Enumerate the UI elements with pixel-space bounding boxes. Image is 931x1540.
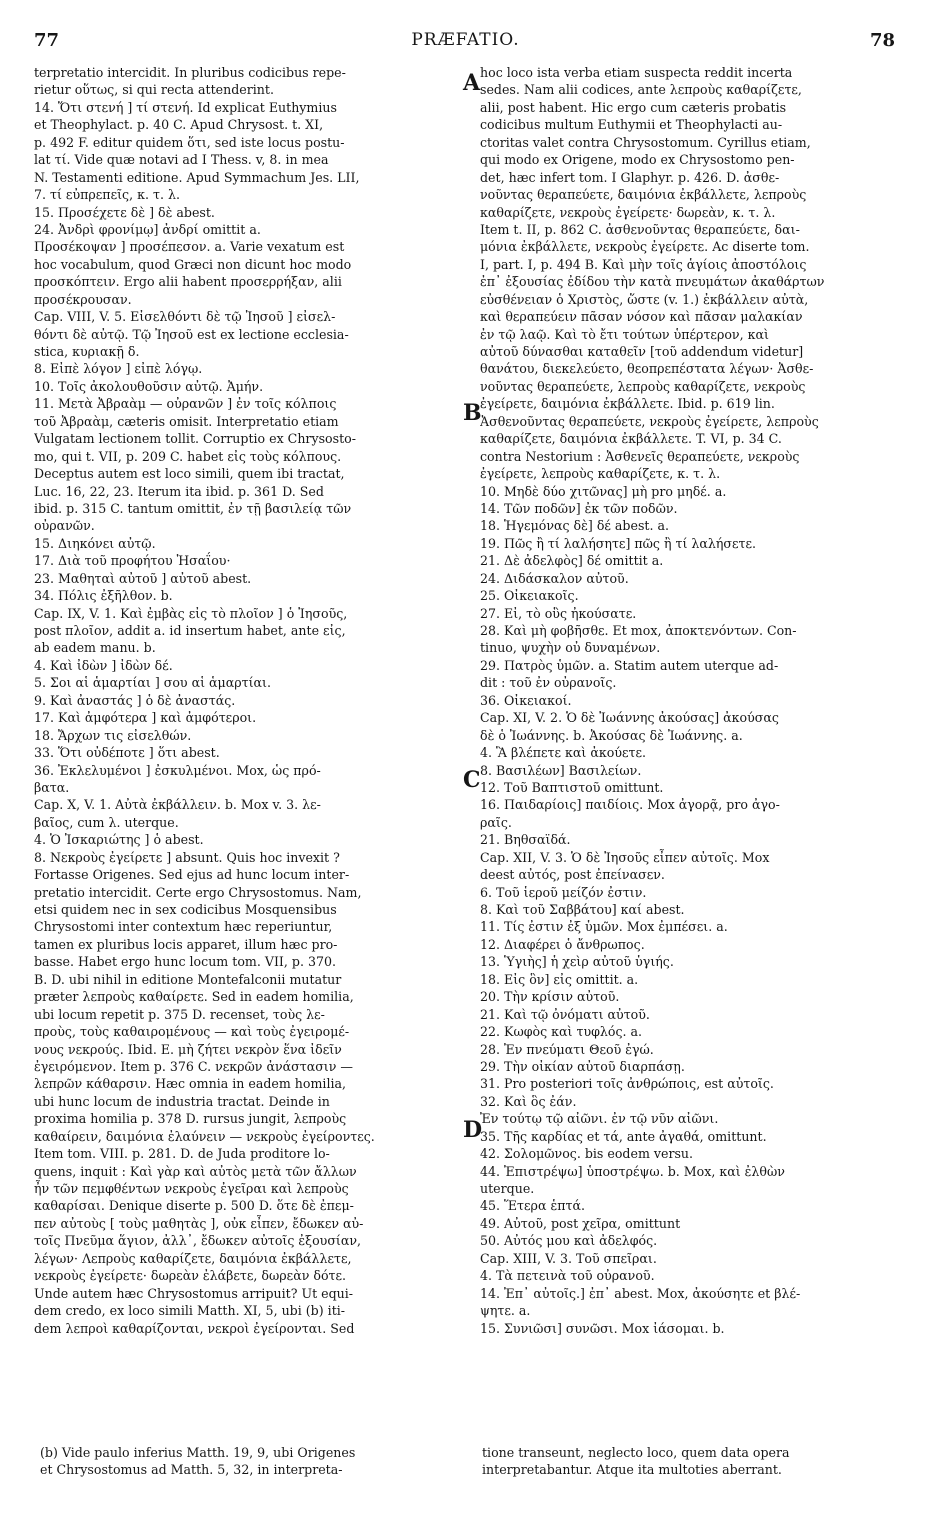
text-line: νεκροὺς ἐγείρετε· δωρεὰν ἐλάβετε, δωρεὰν δότε.	[34, 1268, 347, 1284]
text-line: 44. Ἐπιστρέψω] ὑποστρέψω. b. Mox, καὶ ἐλθὼν	[480, 1163, 785, 1179]
text-line: 33. Ὅτι οὐδέποτε ] ὅτι abest.	[34, 745, 220, 761]
text-line: 15. Διηκόνει αὐτῷ.	[34, 535, 156, 551]
text-line: 8. Καὶ τοῦ Σαββάτου] καί abest.	[480, 902, 685, 917]
text-line: 50. Αὐτός μου καὶ ἀδελφός.	[480, 1233, 658, 1249]
text-line: 32. Καὶ ὃς ἐάν.	[480, 1093, 577, 1109]
text-line: 25. Οἰκειακοῖς.	[480, 588, 579, 604]
text-line: λέγων· Λεπροὺς καθαρίζετε, δαιμόνια ἐκβάλλετε,	[34, 1250, 352, 1266]
text-line: 42. Σολομῶνος. bis eodem versu.	[480, 1146, 694, 1162]
text-line: post πλοῖον, addit a. id insertum habet, ante εἰς,	[34, 623, 346, 638]
text-line: προσκόπτειν. Ergo alii habent προσερρήξαν, alii	[34, 274, 342, 290]
page-number-left: 77	[34, 30, 60, 51]
text-line: ctoritas valet contra Chrysostomum. Cyrillus etiam,	[480, 134, 811, 150]
text-line: πεν αὐτοὺς [ τοὺς μαθητὰς ], οὐκ εἶπεν, ἔδωκεν αὐ-	[34, 1215, 364, 1231]
text-line: qui modo ex Origene, modo ex Chrysostomo pen-	[480, 152, 795, 168]
text-line: hoc loco ista verba etiam suspecta reddit incerta	[480, 65, 793, 80]
text-line: καθαρίσαι. Denique diserte p. 500 D. ὅτε δὲ ἐπεμ-	[34, 1198, 354, 1214]
left-column	[34, 64, 462, 1337]
text-line: τοῦ Ἀβραὰμ, cæteris omisit. Interpretatio etiam	[34, 413, 339, 429]
text-line: νους νεκρούς. Ibid. E. μὴ ζήτει νεκρὸν ἕνα ἰδεῖν	[34, 1041, 342, 1057]
text-line: 12. Τοῦ Βαπτιστοῦ omittunt.	[480, 779, 664, 795]
text-line: 45. Ἕτερα ἑπτά.	[480, 1198, 585, 1214]
text-line: Luc. 16, 22, 23. Iterum ita ibid. p. 361 D. Sed	[34, 483, 324, 499]
text-line: rietur οὕτως, si qui recta attenderint.	[34, 82, 274, 98]
text-line: 14. Ἐπ᾽ αὐτοῖς.] ἐπ᾽ abest. Mox, ἀκούσητε et βλέ-	[480, 1285, 801, 1301]
text-line: basse. Habet ergo hunc locum tom. VII, p. 370.	[34, 954, 337, 970]
text-line: Chrysostomi inter contextum hæc reperiuntur,	[34, 919, 333, 935]
text-line: 10. Τοῖς ἀκολουθοῦσιν αὐτῷ. Ἀμήν.	[34, 378, 264, 394]
text-line: αὐτοῦ δύνασθαι καταθεῖν [τοῦ addendum videtur]	[480, 344, 804, 359]
text-line: præter λεπροὺς καθαίρετε. Sed in eadem homilia,	[34, 989, 354, 1005]
text-line: 18. Εἰς ὃν] εἰς omittit. a.	[480, 971, 639, 987]
text-line: 15. Προσέχετε δὲ ] δὲ abest.	[34, 204, 215, 220]
text-line: 21. Καὶ τῷ ὀνόματι αὐτοῦ.	[480, 1006, 650, 1022]
text-line: 28. Καὶ μὴ φοβῆσθε. Et mox, ἀποκτενόντων. Con-	[480, 623, 797, 638]
text-line: ραῖς.	[480, 814, 512, 830]
text-line: tamen ex pluribus locis apparet, illum hæc pro-	[34, 936, 338, 952]
text-line: ἐγείρετε, λεπροὺς καθαρίζετε, κ. τ. λ.	[480, 466, 721, 482]
text-line: ἐπ᾽ ἐξουσίας ἐδίδου τὴν κατὰ πνευμάτων ἀκαθάρτων	[480, 274, 825, 290]
text-line: Cap. X, V. 1. Αὐτὰ ἐκβάλλειν. b. Mox v. 3. λε-	[34, 797, 321, 813]
text-line: 24. Διδάσκαλον αὐτοῦ.	[480, 570, 629, 586]
text-line: 21. Δὲ ἀδελφὸς] δέ omittit a.	[480, 553, 664, 569]
text-line: Cap. XI, V. 2. Ὁ δὲ Ἰωάννης ἀκούσας] ἀκούσας	[480, 710, 779, 726]
text-line: 14. Τῶν ποδῶν] ἐκ τῶν ποδῶν.	[480, 500, 678, 516]
text-line: pretatio intercidit. Certe ergo Chrysostomus. Nam,	[34, 884, 362, 900]
text-line: βαῖος, cum λ. uterque.	[34, 814, 179, 830]
margin-letter-c: C	[463, 767, 481, 793]
text-line: 49. Αὐτοῦ, post χεῖρα, omittunt	[480, 1215, 681, 1231]
text-line: I, part. I, p. 494 B. Καὶ μὴν τοῖς ἁγίοις ἀποστόλοις	[480, 256, 807, 272]
text-line: προὺς, τοὺς καθαιρομένους — καὶ τοὺς ἐγειρομέ-	[34, 1024, 350, 1040]
text-line: 22. Κωφὸς καὶ τυφλός. a.	[480, 1024, 643, 1040]
text-line: νοῦντας θεραπεύετε, δαιμόνια ἐκβάλλετε, λεπροὺς	[480, 187, 807, 203]
text-line: N. Testamenti editione. Apud Symmachum Jes. LII,	[34, 169, 360, 185]
text-line: καθαίρειν, δαιμόνια ἐλαύνειν — νεκροὺς ἐγείροντες.	[34, 1128, 375, 1144]
footnote-line: interpretabantur. Atque ita multoties aberrant.	[482, 1462, 782, 1478]
text-line: 36. Οἰκειακοί.	[480, 692, 572, 708]
text-line: 18. Ἄρχων τις εἰσελθών.	[34, 727, 192, 743]
text-line: Deceptus autem est loco simili, quem ibi tractat,	[34, 466, 345, 482]
text-line: sedes. Nam alii codices, ante λεπροὺς καθαρίζετε,	[480, 82, 802, 98]
text-line: 5. Σοι αἱ ἁμαρτίαι ] σου αἱ ἁμαρτίαι.	[34, 675, 271, 691]
page-number-right: 78	[869, 30, 895, 51]
footnote-line: et Chrysostomus ad Matth. 5, 32, in interpreta-	[40, 1462, 343, 1478]
text-line: Cap. XIII, V. 3. Τοῦ σπεῖραι.	[480, 1250, 657, 1266]
text-line: lat τί. Vide quæ notavi ad I Thess. v, 8. in mea	[34, 152, 329, 168]
text-line: καὶ θεραπεύειν πᾶσαν νόσον καὶ πᾶσαν μαλακίαν	[480, 309, 803, 325]
text-line: δὲ ὁ Ἰωάννης. b. Ἀκούσας δὲ Ἰωάννης. a.	[480, 727, 743, 743]
text-line: 8. Εἰπὲ λόγον ] εἰπὲ λόγῳ.	[34, 361, 203, 377]
text-line: 36. Ἐκλελυμένοι ] ἐσκυλμένοι. Mox, ὡς πρό-	[34, 762, 321, 778]
text-line: προσέκρουσαν.	[34, 291, 132, 307]
text-line: Cap. VIII, V. 5. Εἰσελθόντι δὲ τῷ Ἰησοῦ ] εἰσελ-	[34, 309, 336, 325]
margin-letter-b: B	[463, 400, 482, 426]
text-line: det, hæc infert tom. I Glaphyr. p. 426. D. ἀσθε-	[480, 169, 780, 185]
text-line: ἐγείρετε, δαιμόνια ἐκβάλλετε. Ibid. p. 619 lin.	[480, 396, 775, 412]
text-line: εὐσθένειαν ὁ Χριστὸς, ὥστε (v. 1.) ἐκβάλλειν αὐτὰ,	[480, 291, 809, 307]
text-line: θόντι δὲ αὐτῷ. Τῷ Ἰησοῦ est ex lectione ecclesia-	[34, 326, 349, 342]
text-line: λεπρῶν κάθαρσιν. Hæc omnia in eadem homilia,	[34, 1076, 347, 1092]
text-line: 34. Πόλις ἐξῆλθον. b.	[34, 588, 173, 604]
text-line: Item tom. VIII. p. 281. D. de Juda proditore lo-	[34, 1146, 330, 1162]
text-line: 4. Ὁ Ἰσκαριώτης ] ὁ abest.	[34, 832, 204, 848]
text-line: ibid. p. 315 C. tantum omittit, ἐν τῇ βασιλείᾳ τῶν	[34, 500, 352, 516]
text-line: alii, post habent. Hic ergo cum cæteris probatis	[480, 99, 787, 115]
text-line: ubi hunc locum de industria tractat. Deinde in	[34, 1093, 330, 1109]
text-line: 10. Μηδὲ δύο χιτῶνας] μὴ pro μηδέ. a.	[480, 483, 727, 499]
text-line: καθαρίζετε, δαιμόνια ἐκβάλλετε. T. VI, p. 34 C.	[480, 431, 782, 447]
text-line: καθαρίζετε, νεκροὺς ἐγείρετε· δωρεὰν, κ. τ. λ.	[480, 204, 776, 220]
text-line: Fortasse Origenes. Sed ejus ad hunc locum inter-	[34, 867, 350, 883]
text-line: 4. Καὶ ἰδὼν ] ἰδὼν δέ.	[34, 657, 173, 673]
text-line: 11. Τίς ἐστιν ἐξ ὑμῶν. Mox ἐμπέσει. a.	[480, 919, 728, 935]
text-line: mo, qui t. VII, p. 209 C. habet εἰς τοὺς κόλπους.	[34, 448, 342, 464]
text-line: 14. Ὅτι στενή ] τί στενή. Id explicat Euthymius	[34, 99, 337, 115]
text-line: Unde autem hæc Chrysostomus arripuit? Ut equi-	[34, 1285, 354, 1301]
text-line: Ἐν τούτῳ τῷ αἰῶνι. ἐν τῷ νῦν αἰῶνι.	[480, 1111, 719, 1127]
text-line: ἐγειρόμενον. Item p. 376 C. νεκρῶν ἀνάστασιν —	[34, 1058, 353, 1074]
text-line: 13. Ὑγιὴς] ἡ χεὶρ αὐτοῦ ὑγιής.	[480, 954, 674, 970]
text-line: ἦν τῶν πεμφθέντων νεκροὺς ἐγεῖραι καὶ λεπροὺς	[34, 1181, 349, 1196]
text-line: 23. Μαθηταὶ αὐτοῦ ] αὐτοῦ abest.	[34, 570, 252, 586]
text-line: deest αὐτός, post ἐπείνασεν.	[480, 867, 665, 883]
text-line: contra Nestorium : Ἀσθενεῖς θεραπεύετε, νεκροὺς	[480, 448, 800, 464]
text-line: codicibus multum Euthymii et Theophylacti au-	[480, 117, 783, 133]
text-line: Vulgatam lectionem tollit. Corruptio ex Chrysosto-	[34, 431, 356, 447]
text-line: proxima homilia p. 378 D. rursus jungit, λεπροὺς	[34, 1111, 347, 1127]
text-line: 28. Ἐν πνεύματι Θεοῦ ἐγώ.	[480, 1041, 654, 1057]
text-line: ab eadem manu. b.	[34, 640, 156, 656]
text-line: βατα.	[34, 779, 70, 795]
footnote-left	[40, 1443, 460, 1478]
text-line: tinuo, ψυχὴν οὐ δυναμένων.	[480, 640, 661, 656]
margin-letter-a: A	[463, 70, 481, 96]
text-line: 31. Pro posteriori τοῖς ἀνθρώποις, est αὐτοῖς.	[480, 1076, 774, 1092]
text-line: 18. Ἡγεμόνας δὲ] δέ abest. a.	[480, 518, 669, 534]
text-line: 7. τί εὐπρεπεῖς, κ. τ. λ.	[34, 187, 180, 203]
text-line: 17. Διὰ τοῦ προφήτου Ἠσαΐου·	[34, 553, 231, 569]
text-line: τοῖς Πνεῦμα ἅγιον, ἀλλ᾽, ἔδωκεν αὐτοῖς ἐξουσίαν,	[34, 1233, 362, 1249]
text-line: ubi locum repetit p. 375 D. recenset, τοὺς λε-	[34, 1006, 325, 1022]
text-line: Cap. IX, V. 1. Καὶ ἐμβὰς εἰς τὸ πλοῖον ] ὁ Ἰησοῦς,	[34, 605, 348, 621]
footnote-line: (b) Vide paulo inferius Matth. 19, 9, ubi Origenes	[40, 1445, 356, 1460]
text-line: 17. Καὶ ἀμφότερα ] καὶ ἀμφότεροι.	[34, 710, 257, 726]
text-line: 19. Πῶς ἢ τί λαλήσητε] πῶς ἢ τί λαλήσετε.	[480, 535, 757, 551]
margin-letter-d: D	[463, 1117, 483, 1143]
text-line: 29. Τὴν οἰκίαν αὐτοῦ διαρπάσῃ.	[480, 1058, 685, 1074]
text-line: uterque.	[480, 1181, 535, 1196]
footnote-right	[482, 1443, 898, 1478]
text-line: 27. Εἰ, τὸ οὓς ἠκούσατε.	[480, 605, 637, 621]
text-line: ἐν τῷ λαῷ. Καὶ τὸ ἔτι τούτων ὑπέρτερον, καὶ	[480, 326, 769, 342]
text-line: Cap. XII, V. 3. Ὁ δὲ Ἰησοῦς εἶπεν αὐτοῖς. Mox	[480, 849, 770, 865]
text-line: dit : τοῦ ἐν οὐρανοῖς.	[480, 675, 617, 691]
text-line: B. D. ubi nihil in editione Montefalconii mutatur	[34, 971, 342, 987]
text-line: Item t. II, p. 862 C. ἀσθενοῦντας θεραπεύετε, δαι-	[480, 221, 800, 237]
text-line: stica, κυριακῇ δ.	[34, 344, 140, 359]
right-column	[480, 64, 898, 1337]
text-line: νοῦντας θεραπεύετε, λεπροὺς καθαρίζετε, νεκροὺς	[480, 378, 806, 394]
text-line: ψητε. a.	[480, 1303, 531, 1319]
text-line: quens, inquit : Καὶ γὰρ καὶ αὐτὸς μετὰ τῶν ἄλλων	[34, 1163, 357, 1179]
text-line: dem λεπροὶ καθαρίζονται, νεκροὶ ἐγείρονται. Sed	[34, 1320, 355, 1336]
text-line: 29. Πατρὸς ὑμῶν. a. Statim autem uterque ad-	[480, 657, 779, 673]
text-line: 21. Βηθσαϊδά.	[480, 832, 571, 848]
text-line: 20. Τὴν κρίσιν αὐτοῦ.	[480, 989, 620, 1005]
text-line: μόνια ἐκβάλλετε, νεκροὺς ἐγείρετε. Ac diserte tom.	[480, 239, 810, 255]
page-header	[0, 30, 931, 54]
text-line: 11. Μετὰ Ἀβραὰμ — οὐρανῶν ] ἐν τοῖς κόλποις	[34, 396, 337, 412]
text-line: 12. Διαφέρει ὁ ἄνθρωπος.	[480, 936, 645, 952]
text-line: et Theophylact. p. 40 C. Apud Chrysost. t. XI,	[34, 117, 324, 133]
text-line: 35. Τῆς καρδίας et τά, ante ἀγαθά, omittunt.	[480, 1128, 767, 1144]
text-line: Ἀσθενοῦντας θεραπεύετε, νεκροὺς ἐγείρετε, λεπροὺς	[480, 413, 819, 429]
text-line: οὐρανῶν.	[34, 518, 95, 534]
text-line: hoc vocabulum, quod Græci non dicunt hoc modo	[34, 256, 352, 272]
text-line: 4. Ἃ βλέπετε καὶ ἀκούετε.	[480, 745, 646, 761]
footnote-line: tione transeunt, neglecto loco, quem data opera	[482, 1445, 790, 1460]
running-title: PRÆFATIO.	[411, 30, 520, 50]
text-line: p. 492 F. editur quidem ὅτι, sed iste locus postu-	[34, 134, 345, 150]
text-line: θανάτου, διεκελεύετο, θεοπρεπέστατα λέγων· Ἀσθε-	[480, 361, 814, 377]
text-line: 24. Ἀνδρὶ φρονίμῳ] ἀνδρί omittit a.	[34, 221, 261, 237]
text-line: 15. Συνιῶσι] συνῶσι. Mox ἰάσομαι. b.	[480, 1320, 725, 1336]
text-line: 16. Παιδαρίοις] παιδίοις. Mox ἀγορᾷ, pro ἀγο-	[480, 797, 780, 813]
text-line: 4. Τὰ πετεινὰ τοῦ οὐρανοῦ.	[480, 1268, 655, 1284]
text-line: 8. Νεκροὺς ἐγείρετε ] absunt. Quis hoc invexit ?	[34, 849, 340, 865]
text-line: 8. Βασιλέων] Βασιλείων.	[480, 762, 642, 778]
text-line: 9. Καὶ ἀναστάς ] ὁ δὲ ἀναστάς.	[34, 692, 236, 708]
text-line: etsi quidem nec in sex codicibus Mosquensibus	[34, 902, 337, 917]
text-line: 6. Τοῦ ἱεροῦ μείζόν ἐστιν.	[480, 884, 647, 900]
text-line: terpretatio intercidit. In pluribus codicibus repe-	[34, 65, 346, 80]
text-line: dem credo, ex loco simili Matth. XI, 5, ubi (b) iti-	[34, 1303, 346, 1319]
text-line: Προσέκοψαν ] προσέπεσον. a. Varie vexatum est	[34, 239, 345, 255]
